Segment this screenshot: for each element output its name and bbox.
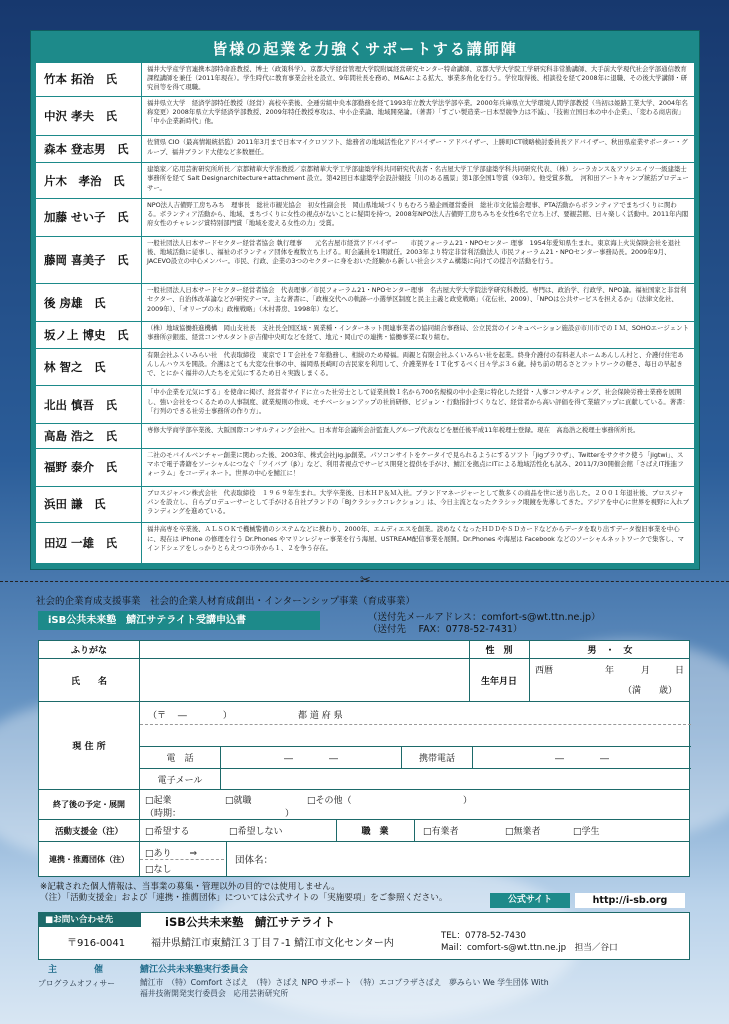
- instructor-row: [36, 136, 694, 163]
- birth-input[interactable]: [529, 659, 691, 701]
- instructor-name: 坂ノ上 博史 氏: [36, 322, 142, 348]
- after-opt-employment[interactable]: □就職: [225, 796, 252, 806]
- instructor-row: [36, 349, 694, 387]
- after-plan-label: 終了後の予定・展開: [53, 800, 125, 809]
- instructor-row: [36, 97, 694, 137]
- instructor-bio: NPO法人吉備野工房ちみち 理事長 総社市観光協会 初女性副会長 岡山県地域づくりもむろう塾企画運営委員 総社市文化協会理事、PTA活動からボランティアでまちづくりに関わる。ボランティア活動から、地域、まちづくりに女性の視点がないことに疑問を持つ。2008年NPO法人吉備野工房ちみちを女性6名で立ち上げ、要観芸館、日々楽しく活動中。2011年内閣府女性のチャレンジ賞特別部門賞「地域を変える女性の力」受賞。: [147, 200, 689, 228]
- instructor-name: 浜田 謙 氏: [36, 487, 142, 523]
- instructor-bio: 福井大学産学官連携本部特命准教授、博士（政策科学）。京都大学経営管理大学院附属経営研究センター特命講師、京都大学大学院工学研究科非常勤講師、大手前大学現代社会学部通信教育課程講師を兼任（2011年現在）。学生時代に教育事業会社を設立、9年間社長を務め、M&Aによる拡大、事業多角化を行う。学位取得後、相談役を経て2008年に退職、その後大学講師・研究員等を得て現職。: [147, 65, 688, 92]
- partner-label: 連携・推薦団体（注）: [49, 855, 129, 864]
- mobile-input[interactable]: ― ―: [554, 753, 609, 764]
- program-line: 社会的企業育成支援事業 社会的企業人材育成創出・インターンシップ事業（育成事業）: [36, 596, 416, 607]
- mobile-label: 携帯電話: [418, 753, 455, 764]
- contact-zip: 〒916-0041: [67, 938, 126, 949]
- instructor-name: 福野 泰介 氏: [36, 449, 142, 486]
- gender-label: 性 別: [485, 646, 513, 656]
- instructor-name: 中沢 孝夫 氏: [36, 97, 142, 136]
- contact-address: 福井県鯖江市東鯖江３丁目７-1 鯖江市文化センター内: [151, 938, 394, 949]
- official-site-link[interactable]: http://i-sb.org: [575, 893, 685, 908]
- official-site-label: 公式サイト: [490, 893, 570, 908]
- contact-mail[interactable]: Mail：comfort-s@wt.ttn.ne.jp 担当／谷口: [441, 943, 618, 953]
- instructor-name: 田辺 一雄 氏: [36, 523, 142, 563]
- partner-opt-yes[interactable]: □あり ⇒: [145, 849, 198, 859]
- instructor-name: 高島 浩之 氏: [36, 424, 142, 448]
- application-form: [38, 640, 690, 877]
- send-fax: （送付先 FAX：0778-52-7431）: [368, 624, 523, 635]
- name-input[interactable]: [140, 659, 469, 701]
- instructor-row: [36, 322, 694, 349]
- contact-box: [38, 912, 690, 960]
- prefecture-label: 都 道 府 県: [298, 711, 343, 721]
- divider: [139, 790, 140, 819]
- instructor-row: [36, 63, 694, 97]
- instructor-name: 加藤 せい子 氏: [36, 199, 142, 236]
- after-opt-other-close: ）: [463, 796, 473, 806]
- instructor-bio: 専修大学商学部卒業後、大阪国際コンサルティング会社へ。日本青年会議所会計監査人グループ代表などを歴任後平成11年税理士登録。現在 高島浩之税理士事務所所長。: [147, 426, 640, 435]
- officer-label: プログラムオフィサー: [38, 979, 116, 988]
- send-info: [368, 612, 601, 636]
- instructor-bio: 有限会社ふくいみらい社 代表取締役 東京でＩＴ会社を７年勤務し、相続のため帰福。両親と有限会社ふくいみらい社を起業。終身介護付の有料老人ホームあんしん村と、介護付住宅あんしんハウスを開設。介護はとても大変な仕事の中、福岡県長崎町の古民家を利用して、介護業界をＩＴ化するべく日々学ぶ３６歳。持ち前の明るさとフットワークの軽さ、毎日の早起きで、とにかく福井の人たちを元気にするため日々実践しまくる。: [147, 350, 684, 378]
- address-label: 現 住 所: [72, 742, 106, 752]
- job-label: 職 業: [361, 827, 389, 837]
- job-opt-student[interactable]: □学生: [573, 827, 600, 837]
- instructor-bio: ブロスジャパン株式会社 代表取締役 １９６９年生まれ。大学卒業後、日本ＨＰ＆Ｍ入社。ブランドマネージャーとして数多くの商品を世に送り出した。２００１年退社後、ブロスジャパンを設立し、自らプロデューサーとして手がける自社ブランドの「BJクラシックコレクション」は、今日主流となったクラシック眼鏡を先導してきた。アジアを中心に世界を視野に入れブランディングを進めている。: [147, 488, 689, 516]
- support-opt-yes[interactable]: □希望する: [145, 827, 190, 837]
- officer-line: 鯖江市 （特）Comfort さばえ （特）さばえ NPO サポート （特）エコプラザさばえ 夢みらい We 学生団体 With: [140, 978, 549, 987]
- guide-line: [140, 724, 691, 725]
- support-opt-no[interactable]: □希望しない: [229, 827, 283, 837]
- job-opt-employed[interactable]: □有業者: [423, 827, 459, 837]
- email-label: 電子メール: [157, 775, 203, 786]
- birth-label: 生年月日: [480, 676, 517, 687]
- instructor-bio: （株）地域協働推進機構 岡山支社長 支社長全国区域・異業種・インターネット関連事業者の協同組合事務局、公立民営のインキュベーション施設＠市川市でのＩＭ、SOHOエージェント事務所＠銀座、経営コンサルタント＠吉備中央町などを経て、地元・岡山での連携・協働事業に取り組む。: [147, 323, 689, 342]
- instructor-name: 後 房雄 氏: [36, 284, 142, 321]
- instructor-name: 竹本 拓治 氏: [36, 63, 142, 96]
- phone-label: 電 話: [166, 753, 194, 764]
- support-row: [39, 820, 689, 842]
- contact-label: ■お問い合わせ先: [39, 913, 141, 927]
- age-label: （満 歳）: [623, 686, 678, 696]
- instructor-bio: 福井県立大学 経済学部特任教授（経営）高校卒業後、全逓労組中央本部勤務を経て1993年立教大学法学部卒業。2000年兵庫県立大学環境人間学部教授（当初は姫路工業大学、2004年名称変更）2008年県立大学経済学部教授、2009年特任教授専攻は、中小企業論、地域開発論。（著書）「すごい製造業ー日本型競争力は不滅」、「技術立国日本の中小企業」、「変わる商店街」「中小企業新時代」他。: [147, 98, 688, 126]
- address-block: [39, 702, 689, 790]
- instructor-row: [36, 449, 694, 487]
- instructor-bio: 一般社団法人日本サードセクター経営者協会 執行理事 元名古屋市経営アドバイザー 市民フォーラム21・NPOセンター 理事 1954年愛知県生まれ。東京海上火災保険会社を退社後、地域活動に従事し、福祉のボランティア団体を複数立ち上げる。町会議員を1期就任。2003年より特定非営利活動法人 市民フォーラム21・NPOセンター事務局長。2009年9月、JACEVO設立の中心メンバー。市民、行政、企業の3つのセクターに身をおいた経験から新しい社会システム構築に向けての提言や活動を行う。: [147, 238, 681, 266]
- instructor-bio: 「中小企業を元気にする」を使命に掲げ、経営者サイドに立った社労士として従業員数１名から700名規模の中小企業に特化した経営・人事コンサルティング、社会保険労務士業務を展開し、強い会社をつくるための人事制度、就業規則の作成、モチベーションアップの社員研修、ビジョン・行動指針づくりなど、経営者から高い評価を得て業績アップに貢献している。著書：「行列のできる社労士事務所の作り方」。: [147, 388, 689, 415]
- form-title: iSB公共未来塾 鯖江サテライト受講申込書: [38, 611, 320, 630]
- scissors-icon: ✂: [360, 573, 371, 588]
- instructor-name: 北出 慎吾 氏: [36, 386, 142, 423]
- instructor-row: [36, 199, 694, 237]
- name-label: 氏 名: [70, 676, 107, 687]
- instructor-panel: [30, 30, 700, 570]
- group-name-label: 団体名：: [235, 855, 274, 866]
- instructor-row: [36, 386, 694, 424]
- furigana-row: [39, 641, 689, 659]
- instructor-bio: 一般社団法人日本サードセクター経営者協会 代表理事／市民フォーラム21・NPOセンター理事 名古屋大学大学院法学研究科教授。専門は、政治学、行政学、NPO論。福祉国家と非営利セクター、自治体改革論などが研究テーマ。主な著書に、「政権交代への軌跡ー小選挙区制度と民主主義と政党戦略」（花伝社、2009）、「NPOは公共サービスを担えるか」（法律文化社、2009年）、「オリーブの木」政権戦略」（木村書房、1998年）など。: [147, 286, 687, 313]
- instructor-bio: 福井高専を卒業後、ＡＬＳＯＫで機械警備のシステムなどに携わり、2000年、エムディエスを創業。読めなくなったＨＤＤやＳＤカードなどからデータを取り出すデータ復旧事業を中心に、現在は iPhone の修理を行う Dr.Phones やマリンレジャー事業を行う海屋、USTREAM配信事業を展開。Dr.Phones や海屋は Facebook などのソーシャルネットワークで集客し、マインドシェアをしっかりとらえつつ市外から１、２を争う存在。: [147, 525, 685, 552]
- month-label: 月: [641, 666, 651, 676]
- instructor-row: [36, 424, 694, 449]
- after-opt-startup[interactable]: □起業: [145, 796, 172, 806]
- divider: [414, 820, 415, 841]
- instructor-name: 片木 孝治 氏: [36, 163, 142, 198]
- send-email: （送付先メールアドレス：comfort-s@wt.ttn.ne.jp）: [368, 612, 601, 623]
- instructor-list: [36, 63, 694, 563]
- instructor-row: [36, 487, 694, 524]
- instructor-row: [36, 284, 694, 322]
- job-opt-unemployed[interactable]: □無業者: [505, 827, 541, 837]
- contact-org: iSB公共未来塾 鯖江サテライト: [165, 915, 336, 929]
- after-period-close: ）: [285, 809, 295, 819]
- group-name-input[interactable]: [279, 848, 684, 872]
- gender-options[interactable]: 男 ・ 女: [587, 646, 633, 656]
- support-label: 活動支援金（注）: [54, 826, 123, 837]
- furigana-label: ふりがな: [70, 646, 107, 656]
- contact-tel: TEL：0778-52-7430: [441, 931, 526, 941]
- partner-row: [39, 842, 689, 877]
- after-period[interactable]: （時期：: [145, 809, 182, 819]
- instructor-name: 林 智之 氏: [36, 349, 142, 386]
- officer-line: 福井技術開発実行委員会 応用芸術研究所: [140, 988, 289, 998]
- phone-input[interactable]: ― ―: [283, 753, 338, 764]
- sponsor-value: 鯖江公共未来塾実行委員会: [140, 965, 249, 975]
- reference-note: （注）「活動支援金」および「連携・推薦団体」については公式サイトの「実施要項」をご参照ください。: [40, 893, 448, 903]
- after-opt-other[interactable]: □その他（: [307, 796, 352, 806]
- day-label: 日: [675, 666, 685, 676]
- year-label: 年: [605, 666, 615, 676]
- instructor-bio: 二社のモバイルベンチャー創業に関わった後、2003年、株式会社jig.jp創業。パソコンサイトをケータイで見られるようにするソフト「jigブラウザ」、Twitterをサクサク使う「jigtwi」、スマホで電子書籍をソーシャルにつなぐ「ツイバブ（β）」など、利用者視点でサービス開発と提供を手がけ、鯖江を拠点にITによる地域活性化も試み、2011/7/30開催会館「さばえIT推進フォーラム」をコーディネート。世界の中心を鯖江に！: [147, 450, 684, 478]
- instructor-row: [36, 163, 694, 199]
- divider: [226, 842, 227, 877]
- notes: [40, 882, 447, 904]
- instructor-bio: 建築家／応用芸術研究所所長／京都精華大学准教授／京都精華大学工学部建築学科共同研究代表者・名古屋大学工学部建築学科共同研究代表、（株）シーラカンス＆アソシエイツ一級建築士事務所を経て Salt Designarchitecture+attachment 設立。第42回日本建築学会設計競技「川のある風景」第1部全国1等賞（93年）。他受賞多数。 河和田アートキャンプ統括プロデューサー。: [147, 165, 689, 192]
- privacy-note: ※記載された個人情報は、当事業の募集・管理以外の目的では使用しません。: [40, 882, 340, 892]
- instructor-name: 藤岡 喜美子 氏: [36, 237, 142, 284]
- officer-value: [140, 978, 590, 999]
- after-plan-row: [39, 790, 689, 820]
- instructor-row: [36, 237, 694, 285]
- era-label: 西暦: [535, 666, 554, 676]
- furigana-input[interactable]: [140, 641, 469, 658]
- contact-info: [441, 930, 618, 954]
- address-input[interactable]: [140, 702, 691, 746]
- instructor-bio: 佐賀県 CIO（最高情報統括監）2011年3月まで日本マイクロソフト、総務省の地域活性化アドバイザー・アドバイザー、上勝町ICT戦略検討委員長アドバイザー、秋田県産業サポーター・グループ、福井ブランド大使など多数歴任。: [147, 138, 688, 156]
- postal-prefix: （〒 ― ）: [148, 711, 232, 721]
- instructor-row: [36, 523, 694, 563]
- instructor-name: 森本 登志男 氏: [36, 136, 142, 162]
- name-row: [39, 659, 689, 702]
- partner-opt-no[interactable]: □なし: [145, 865, 172, 875]
- divider: [139, 820, 140, 841]
- sponsor-label: 主 催: [48, 965, 118, 975]
- email-input[interactable]: [221, 768, 691, 790]
- guide-line: [140, 859, 224, 860]
- instructor-title: 皆様の起業を力強くサポートする講師陣: [212, 40, 518, 58]
